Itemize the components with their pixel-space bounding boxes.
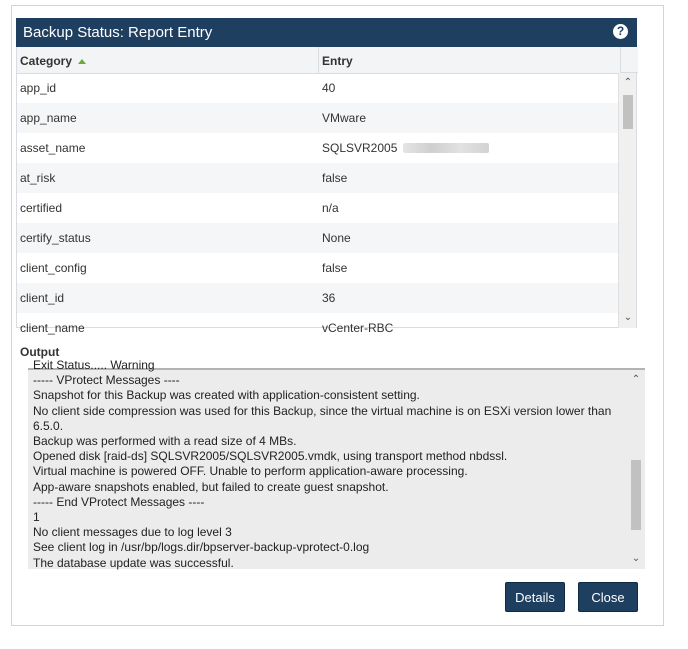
table-row[interactable] <box>17 73 620 103</box>
cell-entry: None <box>322 231 351 245</box>
cell-entry: n/a <box>322 201 339 215</box>
report-entry-table <box>16 47 637 335</box>
table-scroll-thumb[interactable] <box>623 95 633 129</box>
output-line: No client messages due to log level 3 <box>33 525 232 540</box>
table-row[interactable] <box>17 133 620 163</box>
output-line: Virtual machine is powered OFF. Unable to perform application-aware processing. <box>33 464 468 479</box>
column-divider[interactable] <box>318 47 319 73</box>
cell-category: app_id <box>20 81 57 95</box>
close-button[interactable]: Close <box>578 582 638 612</box>
output-line: Snapshot for this Backup was created with application-consistent setting. <box>33 388 420 403</box>
table-row[interactable] <box>17 193 620 223</box>
output-label: Output <box>20 345 60 359</box>
details-button[interactable]: Details <box>505 582 565 612</box>
cell-entry: 40 <box>322 81 336 95</box>
cell-category: client_config <box>20 261 87 275</box>
cell-category: asset_name <box>20 141 86 155</box>
output-text <box>33 358 623 571</box>
column-header-entry[interactable]: Entry <box>322 54 353 68</box>
table-body <box>17 73 620 335</box>
table-row[interactable] <box>17 283 620 313</box>
output-line: Exit Status..... Warning <box>33 358 155 372</box>
table-row[interactable] <box>17 223 620 253</box>
output-line: No client side compression was used for this Backup, since the virtual machine is on ESXi version lower than 6.5.0. <box>33 403 615 433</box>
dialog-titlebar <box>16 18 637 47</box>
redacted-text <box>403 143 489 153</box>
cell-category: certify_status <box>20 231 91 245</box>
output-log[interactable] <box>28 358 645 570</box>
cell-entry: SQLSVR2005 <box>322 141 489 155</box>
table-row[interactable] <box>17 253 620 283</box>
cell-category: app_name <box>20 111 77 125</box>
help-icon[interactable]: ? <box>613 24 628 39</box>
chevron-down-icon[interactable]: ⌄ <box>623 312 633 323</box>
table-header <box>17 47 620 74</box>
output-line: 1 <box>33 510 40 525</box>
output-line: Backup was performed with a read size of 4 MBs. <box>33 434 297 449</box>
output-scrollbar[interactable] <box>627 370 645 569</box>
cell-entry: false <box>322 261 348 275</box>
cell-entry: VMware <box>322 111 367 125</box>
output-line: ----- End VProtect Messages ---- <box>33 494 205 509</box>
cell-entry: false <box>322 171 348 185</box>
chevron-up-icon[interactable]: ⌃ <box>623 77 633 88</box>
cell-category: certified <box>20 201 63 215</box>
dialog-title: Backup Status: Report Entry <box>23 24 213 41</box>
table-row[interactable] <box>17 163 620 193</box>
table-row[interactable] <box>17 103 620 133</box>
cell-category: client_id <box>20 291 65 305</box>
output-scroll-thumb[interactable] <box>631 460 641 530</box>
column-header-category[interactable]: Category <box>20 54 86 68</box>
chevron-up-icon[interactable]: ⌃ <box>631 374 641 385</box>
header-scroll-spacer <box>620 47 638 73</box>
output-line: ----- VProtect Messages ---- <box>33 373 180 388</box>
table-row[interactable] <box>17 313 620 343</box>
output-line: See client log in /usr/bp/logs.dir/bpserver-backup-vprotect-0.log <box>33 540 370 555</box>
cell-entry: 36 <box>322 291 336 305</box>
table-scrollbar[interactable] <box>618 73 636 328</box>
cell-category: client_name <box>20 321 85 335</box>
cell-entry: vCenter-RBC <box>322 321 394 335</box>
output-line: Opened disk [raid-ds] SQLSVR2005/SQLSVR2005.vmdk, using transport method nbdssl. <box>33 449 508 464</box>
sort-ascending-icon <box>78 59 86 64</box>
output-line: The database update was successful. <box>33 555 234 570</box>
chevron-down-icon[interactable]: ⌄ <box>631 553 641 564</box>
cell-category: at_risk <box>20 171 56 185</box>
output-line: App-aware snapshots enabled, but failed to create guest snapshot. <box>33 479 389 494</box>
